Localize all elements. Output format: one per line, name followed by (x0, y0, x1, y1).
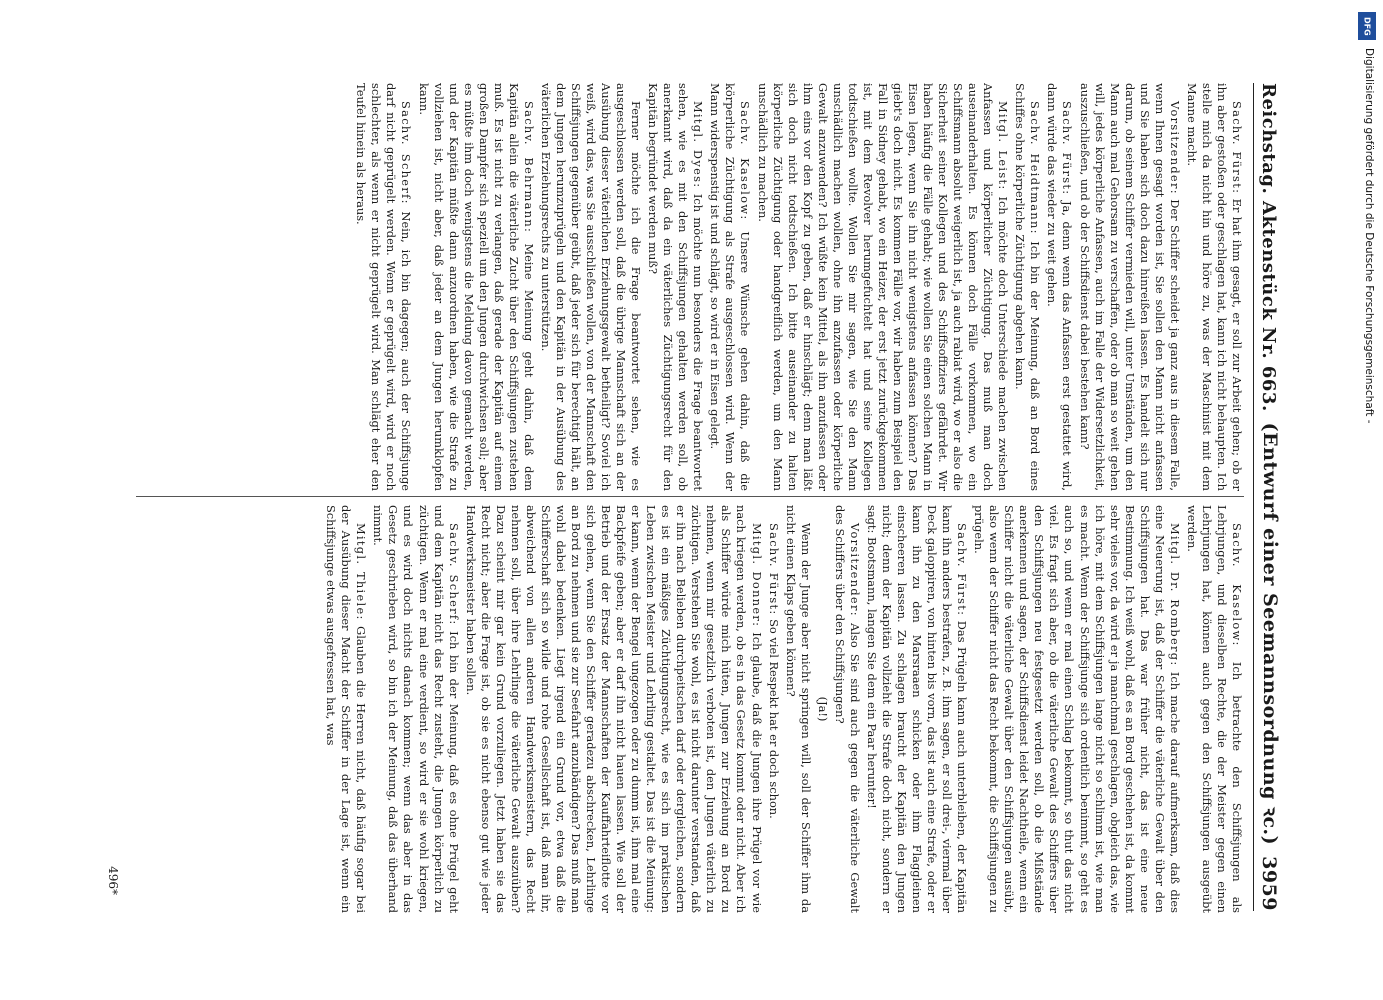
speaker-name: Sachv. Kaselow: (1230, 523, 1244, 647)
paragraph-text: Unsere Wünsche gehen dahin, daß die körperliche Züchtigung als Strafe ausgeschlossen wird. Wenn der Mann widerspenstig ist und schlägt, so wird er in Eisen gelegt. (708, 83, 753, 491)
paragraph (538, 83, 643, 491)
speaker-name: Sachv. Fürst: (766, 523, 781, 616)
paragraph (1044, 83, 1074, 491)
paragraph (1012, 83, 1042, 491)
paragraph-text: Wenn der Junge aber nicht springen will, soll der Schiffer ihm da nicht einen Klaps geben können? (783, 505, 813, 913)
speaker-name: Sachv. Heidtmann: (1028, 101, 1043, 235)
scanned-page (70, 55, 1300, 935)
paragraph-text: Glauben die Herren nicht, daß häufig sogar bei der Ausübung dieser Macht der Schiffer in der Lage ist, wenn ein Schiffsjunge etwas ausgefressen hat, was (324, 505, 369, 913)
right-column (136, 505, 1244, 913)
speaker-name: Sachv. Behrmann: (521, 101, 536, 234)
speaker-name: Vorsitzender: (1167, 101, 1182, 195)
paragraph (645, 83, 705, 491)
page-sheet (70, 55, 1300, 935)
page-header (1258, 83, 1292, 911)
paragraph (783, 505, 813, 913)
left-column (136, 83, 1244, 491)
signature-mark: 496* (106, 866, 120, 895)
speaker-name: Mitgl. Donner: (749, 523, 764, 628)
header-title: (Entwurf einer Seemannsordnung ꝛc.) (1259, 422, 1281, 846)
paragraph (463, 505, 764, 913)
paragraph-text: Ja, denn wenn das Anfassen erst gestattet wird, dann würde das wieder zu weit gehen. (1045, 83, 1075, 491)
paragraph-text: Ich betrachte den Schiffsjungen als Lehrjungen, und dieselben Rechte, die der Meister gegen einen Lehrjungen hat, können auch gegen den Schiffsjungen ausgeübt werden. (1184, 505, 1244, 913)
credit-text: Digitalisierung gefördert durch die Deutsche Forschungsgemeinschaft - (1363, 48, 1375, 424)
speaker-name: Vorsitzender: (847, 523, 862, 617)
side-credit (1357, 8, 1379, 992)
paragraph-text: Ich glaube, daß die Jungen ihre Prügel vor wie nach kriegen werden, ob es in das Gesetz kommt oder nicht. Aber ich als Schiffer würde mich hüten, Jungen zur Erziehung an Bord zu nehmen, wenn mir gesetzlich verboten ist, den Jungen väterlich zu züchtigen. Verstehen Sie wohl, es ist nicht darunter verstanden, daß er ihn nach Belieben durchpeitschen darf oder dergleichen, sondern es ist ein mäßiges Züchtigungsrecht, wie es sich im praktischen Leben zwischen Meister und Lehrling gestaltet. Das ist die Meinung: er kann, wenn der Bengel ungezogen oder zu dumm ist, ihm mal eine Backpfeife geben; aber er darf ihn nicht hauen lassen. Wie soll der Betrieb und der Ersatz der Mannschaften der Kauffahrteiflotte vor sich gehen, wenn Sie den Schiffer geradezu abschrecken, Lehrlinge an Bord zu nehmen und sie zur Seefahrt anzubändigen? Das muß man wohl dabei bedenken. Liegt irgend ein Grund vor, etwa daß die Schifferschaft sich so wilde und rohe Gesellschaft ist, daß man ihr, abweichend von allen anderen Handwerksmeistern, das Recht nehmen soll, über ihre Lehrlinge die väterliche Gewalt auszuüben? Dazu scheint mir gar kein Grund vorzuliegen. Jetzt haben sie das Recht nicht; aber die Frage ist, ob sie es nicht ebenso gut wie jeder Handwerksmeister haben sollen. (463, 505, 764, 913)
speaker-name: Mitgl. Dr. Romberg: (1167, 523, 1182, 667)
paragraph (766, 505, 781, 913)
column-divider (136, 496, 1244, 497)
page-number: 3959 (1258, 856, 1280, 911)
paragraph-text: Der Schiffer scheidet ja ganz aus in diesem Falle, wenn Ihnen gesagt worden ist, Sie sollen den Mann nicht anfassen und Sie haben sich doch dazu hinreißen lassen. Es handelt sich nur darum, ob seinem Schiffer vermieden will, unter Umständen, um den Mann auch mal Gehorsam zu verschaffen, oder ob man so weit gehen will, jedes körperliche Anfassen, auch im Falle der Widersetzlichkeit, auszuschließen, und ob der Schiffsdienst dabei bestehen kann? (1077, 83, 1182, 491)
paragraph-text: Nein, ich bin dagegen; auch der Schiffsjunge darf nicht geprügelt werden. Wenn er geprügelt wird, wird er noch schlechter, als wenn er nicht geprügelt wird. Man schlägt eher den Teufel hinein als heraus. (354, 83, 414, 491)
paragraph-text: Das Prügeln kann auch unterbleiben, der Kapitän kann ihn anders bestrafen, z. B. ihm sagen, er soll drei-, viermal über Deck galoppiren, von hinten bis vorn, das ist auch eine Strafe, oder er kann ihn zu den Marsraaen schicken oder ihm Flaggleinen einscheeren lassen. Zu schlagen braucht der Kapitän den Jungen nicht; denn der Kapitän vollzieht die Strafe doch nicht, sondern er sagt: Bootsmann, langen Sie dem ein Paar herunter! (864, 505, 970, 913)
paragraph (755, 83, 1011, 491)
paragraph-text: Ich möchte nun besonders die Frage beantwortet sehen, wie es mit den Schiffsjungen gehalten werden soll, ob anerkannt wird, daß da ein väterliches Züchtigungsrecht für den Kapitän begründet werden muß? (646, 83, 706, 491)
paragraph-text: Ferner möchte ich die Frage beantwortet sehen, wie es ausgeschlossen werden soll, daß die übrige Mannschaft sich an der Ausübung dieser väterlichen Erziehungsgewalt betheiligt? Soviel ich weiß, wird das, was Sie ausschließen wollen, von der Mannschaft den Schiffsjungen gegenüber geübt, daß jeder sich für berechtigt hält, an dem Jungen herumzuprügeln und den Kapitän in der Ausübung des väterlichen Erziehungsrechts zu unterstützen. (538, 83, 644, 491)
paragraph-text: So viel Respekt hat er doch schon. (766, 619, 781, 819)
speaker-name: Sachv. Scherf: (399, 101, 414, 205)
speaker-name: Mitgl. Leist: (996, 101, 1011, 191)
header-left: Reichstag. Aktenstück Nr. 663. (1258, 83, 1279, 412)
speaker-name: Mitgl. Dyes: (691, 101, 706, 189)
speaker-name: Sachv. Fürst: (1060, 101, 1075, 196)
paragraph-text: Ich möchte doch Unterschiede machen zwischen Anfassen und körperlicher Züchtigung. Das muß man doch auseinanderhalten. Es können doch Fälle vorkommen, wo ein Schiffsmann absolut weigerlich ist, ja auch rabiat wird, wo er also die Sicherheit seiner Kollegen und des Schiffsoffiziers gefährdet. Wir haben häufig die Fälle gehabt; wie wollen Sie einen solchen Mann in Eisen legen, wenn Sie ihn nicht wenigstens anfassen können? Das giebt's doch nicht. Es kommen Fälle vor, wir haben zum Beispiel den Fall in Sidney gehabt, wo ein Heizer, der erst jetzt zurückgekommen ist, mit dem Revolver herumgefuchtelt hat und seine Kollegen todtschießen wollte. Wollen Sie mir sagen, wie Sie den Mann unschädlich machen wollen, ohne ihn anzufassen oder körperliche Gewalt anzuwenden? Ich wüßte kein Mittel, als ihn anzufassen oder ihm eins vor den Kopf zu geben, daß er hinschlägt; denn man läßt sich doch nicht todtschießen. Ich bitte auseinander zu halten körperliche Züchtigung oder handgreiflich werden, um den Mann unschädlich zu machen. (755, 83, 1011, 491)
paragraph (707, 83, 752, 491)
paragraph-text: Meine Meinung geht dahin, daß dem Kapitän allein die väterliche Zucht über den Schiffsjungen zustehen muß. Es ist nicht zu verlangen, daß gerade der Kapitän auf einem großen Dampfer sich speziell um den Jungen durchwichsen soll; aber es müßte ihm doch wenigstens die Meldung davon gemacht werden, und der Kapitän müßte dann anzuordnen haben, wie die Strafe zu vollziehen ist, nicht aber, daß jeder an dem Jungen herumklopfen kann. (416, 83, 536, 491)
paragraph (370, 505, 460, 913)
paragraph-text: Ich bin der Meinung, daß es ohne Prügel geht und dem Kapitän nicht das Recht zusteht, die Jungen körperlich zu züchtigen. Wenn er mal eine verdient, so wird er sie wohl kriegen, und es wird doch nichts danach kommen; wenn das aber in das Gesetz geschrieben wird, so bin ich der Meinung, daß das überhand nimmt. (371, 505, 461, 913)
paragraph (415, 83, 535, 491)
paragraph (1184, 83, 1244, 491)
paragraph-text: Also Sie sind auch gegen die väterliche Gewalt des Schiffers über den Schiffsjungen? (832, 505, 862, 913)
header-rule (1253, 83, 1254, 911)
paragraph (971, 505, 1182, 913)
paragraph (353, 83, 413, 491)
paragraph-text: Ich bin der Meinung, daß an Bord eines Schiffes ohne körperliche Züchtigung abgehen kann. (1013, 83, 1043, 491)
paragraph-text: (Ja!) (815, 696, 830, 722)
paragraph (1076, 83, 1181, 491)
paragraph (323, 505, 368, 913)
paragraph (1184, 505, 1244, 913)
paragraph-text: Er hat ihm gesagt, er soll zur Arbeit gehen; ob er ihn aber gestoßen oder geschlagen hat, kann ich nicht behaupten. Ich stelle mich da nicht hin und höre zu, was der Maschinist mit dem Manne macht. (1184, 83, 1244, 491)
speaker-name: Sachv. Fürst: (1230, 101, 1244, 195)
speaker-name: Sachv. Scherf: (446, 523, 461, 626)
speaker-name: Sachv. Kaselow: (738, 101, 753, 221)
speaker-name: Sachv. Fürst: (955, 523, 970, 617)
paragraph (832, 505, 862, 913)
paragraph-text: Ich mache darauf aufmerksam, daß dies eine Neuerung ist, daß der Schiffer die väterliche Gewalt über den Schiffsjungen hat. Das war früher nicht, das ist eine neue Bestimmung. Ich weiß wohl, daß es an Bord geschehen ist, da kommt sehr vieles vor, da wird er ja manchmal geschlagen, obgleich das, wie ich höre, mit dem Schiffsjungen lange nicht so schlimm ist, wie man es macht. Wenn der Schiffsjunge sich ordentlich benimmt, so geht es auch so, und wenn er mal einen Schlag bekommt, so thut das nicht viel. Es fragt sich aber, ob die väterliche Gewalt des Schiffers über den Schiffsjungen neu festgesetzt werden soll, ob die Mißstände anerkennen und sagen, der Schiffsdienst leidet Nachtheile, wenn ein Schiffer nicht die väterliche Gewalt über den Schiffsjungen ausübt, also wenn der Schiffer nicht das Recht bekommt, die Schiffsjungen zu prügeln. (972, 505, 1182, 913)
paragraph (864, 505, 969, 913)
dfg-logo: DFG (1358, 12, 1376, 40)
paragraph (815, 505, 830, 913)
speaker-name: Mitgl. Thiele: (354, 523, 369, 621)
